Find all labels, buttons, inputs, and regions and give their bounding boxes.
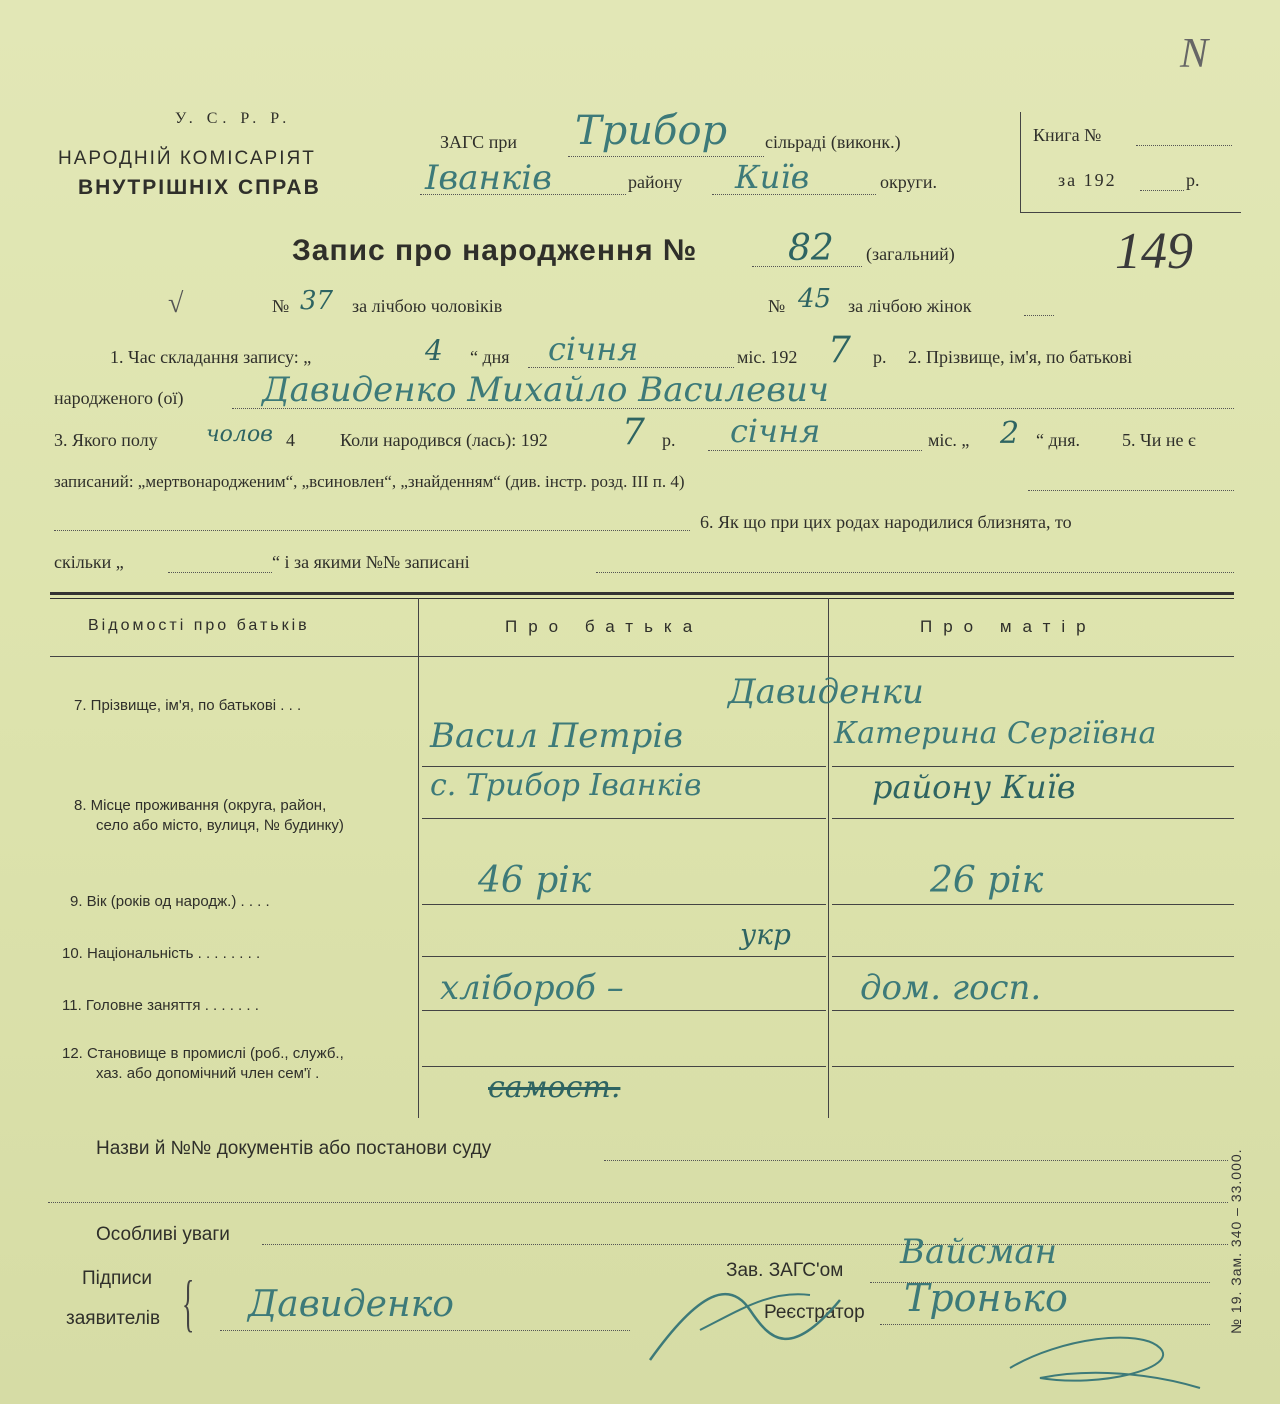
field5-cont: записаний: „мертвонародженим“, „всиновлен“, „знайденням“ (див. інстр. розд. III п. 4) (54, 472, 685, 491)
field6-line (54, 530, 690, 531)
row10-label: 10. Національність . . . . . . . . (62, 945, 261, 962)
field5-line (1028, 490, 1234, 491)
village-suffix: сільраді (виконк.) (765, 132, 901, 152)
field4-label: Коли народився (лась): 192 (340, 430, 548, 450)
signatures-label2: заявителів (66, 1308, 161, 1329)
row9-mother: 26 рік (930, 860, 1044, 901)
remarks-label: Особливі уваги (96, 1224, 230, 1245)
row11-father: хлібороб – (440, 968, 624, 1008)
row11-label: 11. Головне заняття . . . . . . . (62, 997, 259, 1014)
row7-father: Васил Петрів (430, 716, 684, 756)
field4-year: 7 (622, 412, 645, 453)
check-mark: √ (168, 288, 184, 319)
field1-day-suffix: “ дня (470, 347, 510, 367)
field3-value: чолов (206, 422, 273, 447)
side-print: № 19. Зам. 340 – 33.000. (1228, 1148, 1244, 1334)
book-year-label: за 192 (1058, 170, 1117, 190)
flourish-stroke-1 (650, 1294, 840, 1360)
women-prefix: № (768, 296, 786, 316)
field6-numbers-line (596, 572, 1234, 573)
row7-label: 7. Прізвище, ім'я, по батькові . . . (74, 697, 302, 714)
row-line-12-mother (832, 1066, 1234, 1067)
row12-common: самост. (488, 1070, 621, 1105)
corner-mark: N (1180, 31, 1209, 77)
documents-line-2 (48, 1202, 1228, 1203)
field4-day: 2 (1000, 416, 1020, 451)
row8-father: с. Трибор Іванків (430, 768, 702, 803)
applicant-signature: Давиденко (248, 1284, 454, 1325)
table-col-divider-1 (418, 598, 419, 1118)
row-line-7-father (422, 766, 826, 767)
row9-label: 9. Вік (років од народж.) . . . . (70, 893, 270, 910)
row11-mother: дом. госп. (860, 968, 1042, 1008)
field1-month-suffix: міс. 192 (737, 347, 798, 367)
row-line-9-mother (832, 904, 1234, 905)
registrar-flourish-stroke (1010, 1338, 1200, 1388)
table-top-rule (50, 592, 1234, 595)
women-line (1024, 315, 1054, 316)
row-line-10-mother (832, 956, 1234, 957)
women-label: за лічбою жінок (848, 296, 972, 316)
row10-common: укр (740, 918, 791, 951)
registrar-label: Реєстратор (764, 1302, 865, 1323)
row-line-9-father (422, 904, 826, 905)
women-number: 45 (798, 284, 832, 314)
men-label: за лічбою чоловіків (352, 296, 503, 316)
field6-cont-b: “ і за якими №№ записані (272, 552, 470, 572)
okruha-handwritten: Київ (735, 158, 810, 196)
row12-label2: хаз. або допомічний член сем'ї . (96, 1065, 320, 1082)
district-suffix: району (628, 172, 683, 192)
documents-line (604, 1160, 1228, 1161)
ussr-label: У. С. Р. Р. (175, 110, 292, 127)
row-line-11-mother (832, 1010, 1234, 1011)
signature-flourish (640, 1270, 920, 1380)
documents-label: Назви й №№ документів або постанови суду (96, 1138, 492, 1159)
row-line-11-father (422, 1010, 826, 1011)
signatures-label1: Підписи (82, 1268, 152, 1289)
table-header-col3: Про матір (920, 617, 1097, 636)
field4-month-line (708, 450, 922, 451)
table-header-col1: Відомості про батьків (88, 617, 310, 634)
row7-common: Давиденки (728, 672, 924, 712)
field2-name: Давиденко Михайло Василевич (262, 370, 830, 410)
field4-month: січня (730, 412, 821, 450)
field5-label: 5. Чи не є (1122, 430, 1196, 450)
row7-mother: Катерина Сергіївна (834, 716, 1157, 751)
field4-day-suffix: “ дня. (1036, 430, 1081, 450)
men-prefix: № (272, 296, 290, 316)
field1-month: січня (548, 330, 639, 368)
okruha-suffix: округи. (880, 172, 938, 192)
field1-year-suffix: р. (873, 347, 887, 367)
row8-label2: село або місто, вулиця, № будинку) (96, 817, 344, 834)
field6-count-line (168, 572, 272, 573)
table-header-rule (50, 656, 1234, 657)
district-handwritten: Іванків (425, 158, 552, 198)
field1-day: 4 (425, 334, 443, 367)
record-title: Запис про народження № (292, 234, 698, 267)
field4-month-suffix: міс. „ (928, 430, 970, 450)
record-general: (загальний) (866, 244, 955, 264)
book-year-line (1140, 190, 1184, 191)
field3-label: 3. Якого полу (54, 430, 158, 450)
men-number: 37 (300, 286, 334, 316)
archive-number: 149 (1115, 223, 1193, 280)
row-line-10-father (422, 956, 826, 957)
field3-suffix: 4 (286, 430, 295, 450)
row8-label: 8. Місце проживання (округа, район, (74, 797, 327, 814)
table-header-col2: Про батька (505, 617, 704, 636)
commissariat-line1: НАРОДНІЙ КОМІСАРІЯТ (58, 148, 316, 169)
row8-mother: району Київ (872, 768, 1076, 806)
field2-label: 2. Прізвище, ім'я, по батькові (908, 347, 1133, 367)
row9-father: 46 рік (478, 860, 592, 901)
row12-label: 12. Становище в промислі (роб., служб., (62, 1045, 344, 1062)
field2-label-cont: народженого (ої) (54, 388, 184, 408)
remarks-line (262, 1244, 1228, 1245)
field1-label: 1. Час складання запису: „ (110, 347, 312, 367)
head-signature: Вайсман (900, 1232, 1058, 1272)
row-line-12-father (422, 1066, 826, 1067)
commissariat-line2: ВНУТРІШНІХ СПРАВ (78, 176, 321, 199)
row-line-8-father (422, 818, 826, 819)
book-number-line (1136, 145, 1232, 146)
row-line-7-mother (832, 766, 1234, 767)
village-line (568, 156, 764, 157)
field1-year: 7 (828, 330, 851, 371)
field4-year-suffix: р. (662, 430, 676, 450)
signatures-brace: { (182, 1267, 195, 1338)
head-label: Зав. ЗАГС'ом (726, 1260, 844, 1281)
field6-cont-a: скільки „ (54, 552, 124, 572)
applicant-signature-line (220, 1330, 630, 1331)
flourish-stroke-2 (700, 1294, 810, 1330)
village-handwritten: Трибор (575, 108, 728, 154)
record-number-handwritten: 82 (788, 228, 834, 269)
book-label: Книга № (1033, 125, 1102, 145)
zags-prefix: ЗАГС при (440, 132, 517, 152)
book-year-suffix: р. (1186, 170, 1200, 190)
registrar-signature: Тронько (904, 1276, 1068, 1320)
field6-label: 6. Як що при цих родах народилися близнята, то (700, 512, 1072, 532)
registrar-flourish (1000, 1318, 1220, 1398)
row-line-8-mother (832, 818, 1234, 819)
table-top-rule-thin (50, 598, 1234, 599)
